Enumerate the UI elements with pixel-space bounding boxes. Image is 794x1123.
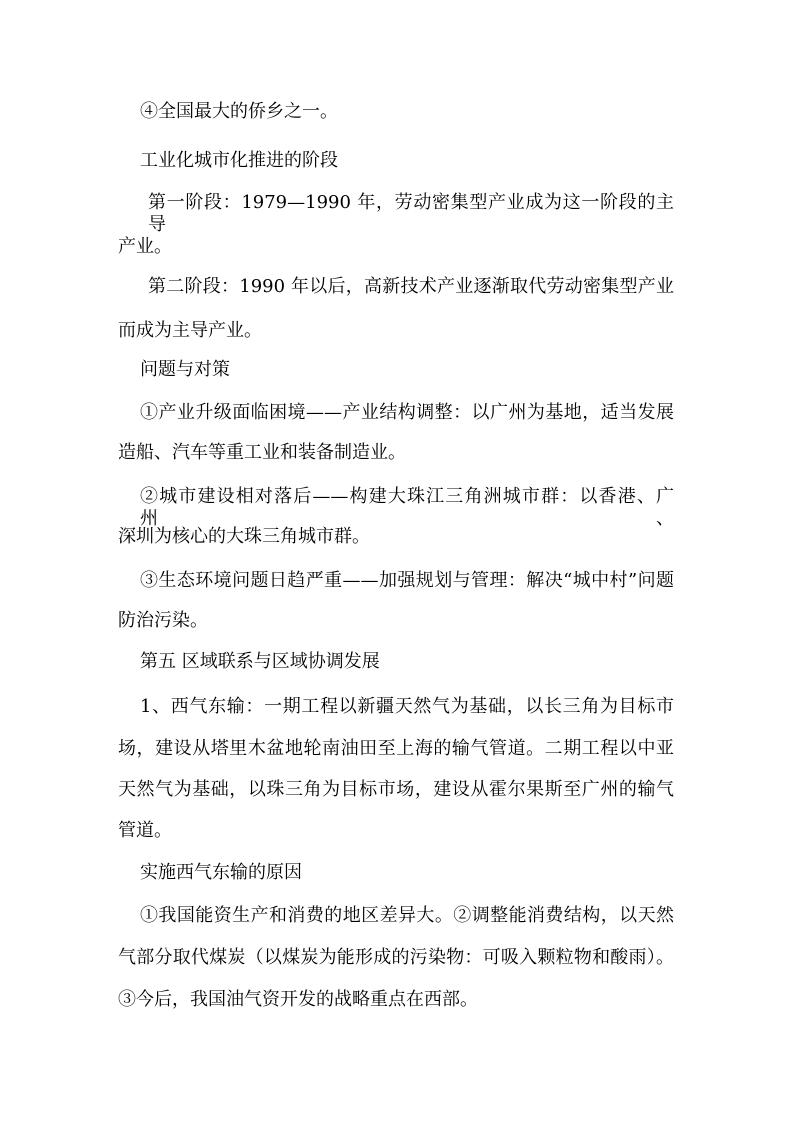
section-heading-problems-and-measures: 问题与对策 — [140, 359, 230, 380]
section-heading-reasons: 实施西气东输的原因 — [140, 862, 302, 883]
problem-one-line-2: 造船、汽车等重工业和装备制造业。 — [118, 442, 406, 463]
problem-three-line-2: 防治污染。 — [118, 610, 208, 631]
reasons-line-1: ①我国能资生产和消费的地区差异大。②调整能消费结构，以天然 — [140, 905, 674, 926]
text-line-overseas-hometown: ④全国最大的侨乡之一。 — [140, 101, 338, 122]
problem-two-line-1: ②城市建设相对落后——构建大珠江三角洲城市群：以香港、广州、 — [140, 486, 674, 529]
west-east-gas-line-2: 场，建设从塔里木盆地轮南油田至上海的输气管道。二期工程以中亚 — [118, 738, 674, 759]
paragraph-stage-one-line-2: 产业。 — [118, 236, 172, 257]
reasons-line-3: ③今后，我国油气资开发的战略重点在西部。 — [118, 989, 478, 1010]
section-heading-industrialization-stages: 工业化城市化推进的阶段 — [140, 150, 338, 171]
paragraph-stage-two-line-2: 而成为主导产业。 — [118, 320, 262, 341]
reasons-line-2: 气部分取代煤炭（以煤炭为能形成的污染物：可吸入颗粒物和酸雨）。 — [118, 947, 674, 968]
paragraph-stage-one-line-1: 第一阶段：1979—1990 年，劳动密集型产业成为这一阶段的主导 — [148, 192, 674, 235]
west-east-gas-line-1: 1、西气东输：一期工程以新疆天然气为基础，以长三角为目标市 — [140, 696, 674, 717]
paragraph-stage-two-line-1: 第二阶段：1990 年以后，高新技术产业逐渐取代劳动密集型产业 — [148, 276, 674, 297]
problem-two-line-2: 深圳为核心的大珠三角城市群。 — [118, 526, 370, 547]
chapter-heading-regional-coordination: 第五 区域联系与区域协调发展 — [140, 651, 380, 672]
problem-one-line-1: ①产业升级面临困境——产业结构调整：以广州为基地，适当发展 — [140, 402, 674, 423]
west-east-gas-line-3: 天然气为基础，以珠三角为目标市场，建设从霍尔果斯至广州的输气 — [118, 779, 674, 800]
west-east-gas-line-4: 管道。 — [118, 820, 172, 841]
problem-three-line-1: ③生态环境问题日趋严重——加强规划与管理：解决“城中村”问题 — [140, 570, 674, 591]
